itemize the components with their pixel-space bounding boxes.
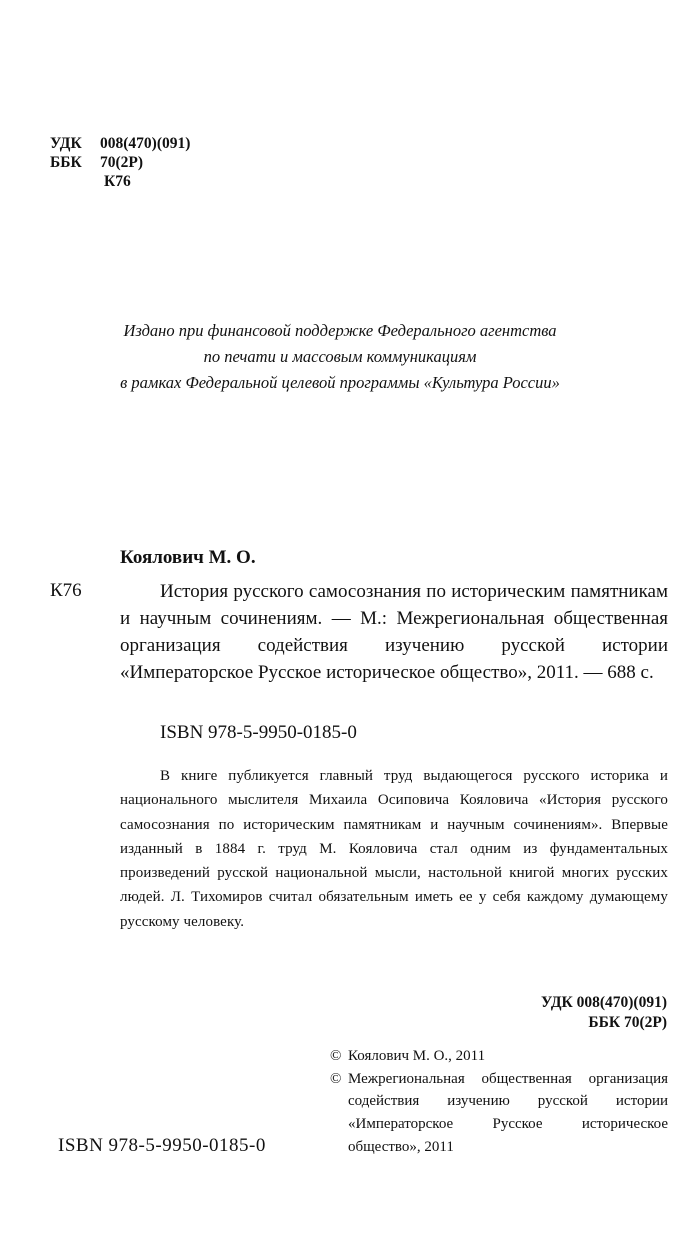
funding-line-2: по печати и массовым коммуникациям	[203, 347, 477, 366]
annotation: В книге публикуется главный труд выдающегося русского историка и национального мыслителя Михаила Осиповича Кояловича «История русского самосознания по историческим памятникам и научным сочинениям». Впервые изданный в 1884 г. труд М. Кояловича стал одним из фундаментальных произведений русской национальной мысли, настольной книгой многих русских людей. Л. Тихомиров считал обязательным иметь ее у себя каждому думающему русскому человеку.	[120, 768, 668, 930]
udk-label: УДК	[50, 135, 82, 152]
udk-value: 008(470)(091)	[100, 135, 191, 152]
copyright-symbol: ©	[330, 1048, 342, 1064]
copyright-publisher: Межрегиональная общественная организация содействия изучению русской истории «Императорское Русское историческое общество», 2011	[348, 1070, 668, 1155]
udk-row	[50, 134, 190, 153]
copyright-block	[330, 1045, 668, 1159]
bbk-value: 70(2Р)	[100, 154, 144, 171]
classification-codes-right	[541, 993, 667, 1033]
udk-code: УДК 008(470)(091)	[541, 994, 667, 1011]
funding-note	[40, 318, 640, 396]
isbn: ISBN 978-5-9950-0185-0	[160, 722, 357, 743]
bib-author-mark: К76	[50, 580, 82, 601]
author-heading: Коялович М. О.	[120, 547, 256, 568]
author-mark: К76	[104, 173, 131, 190]
copyright-author: Коялович М. О., 2011	[348, 1048, 486, 1064]
classification-codes	[50, 134, 190, 191]
copyright-symbol: ©	[330, 1070, 342, 1087]
isbn-bottom: ISBN 978-5-9950-0185-0	[58, 1135, 266, 1156]
bbk-code: ББК 70(2Р)	[588, 1014, 667, 1031]
funding-line-1: Издано при финансовой поддержке Федерального агентства	[123, 321, 557, 340]
funding-line-3: в рамках Федеральной целевой программы «Культура России»	[120, 373, 560, 392]
bibliographic-description: История русского самосознания по историческим памятникам и научным сочинениям. — М.: Межрегиональная общественная организация содействия изучению русской истории «Императорское Русское историческое общество», 2011. — 688 с.	[120, 581, 668, 683]
bbk-label: ББК	[50, 154, 82, 171]
copyright-item	[330, 1068, 668, 1159]
bbk-row	[50, 153, 190, 172]
copyright-item	[330, 1045, 668, 1068]
